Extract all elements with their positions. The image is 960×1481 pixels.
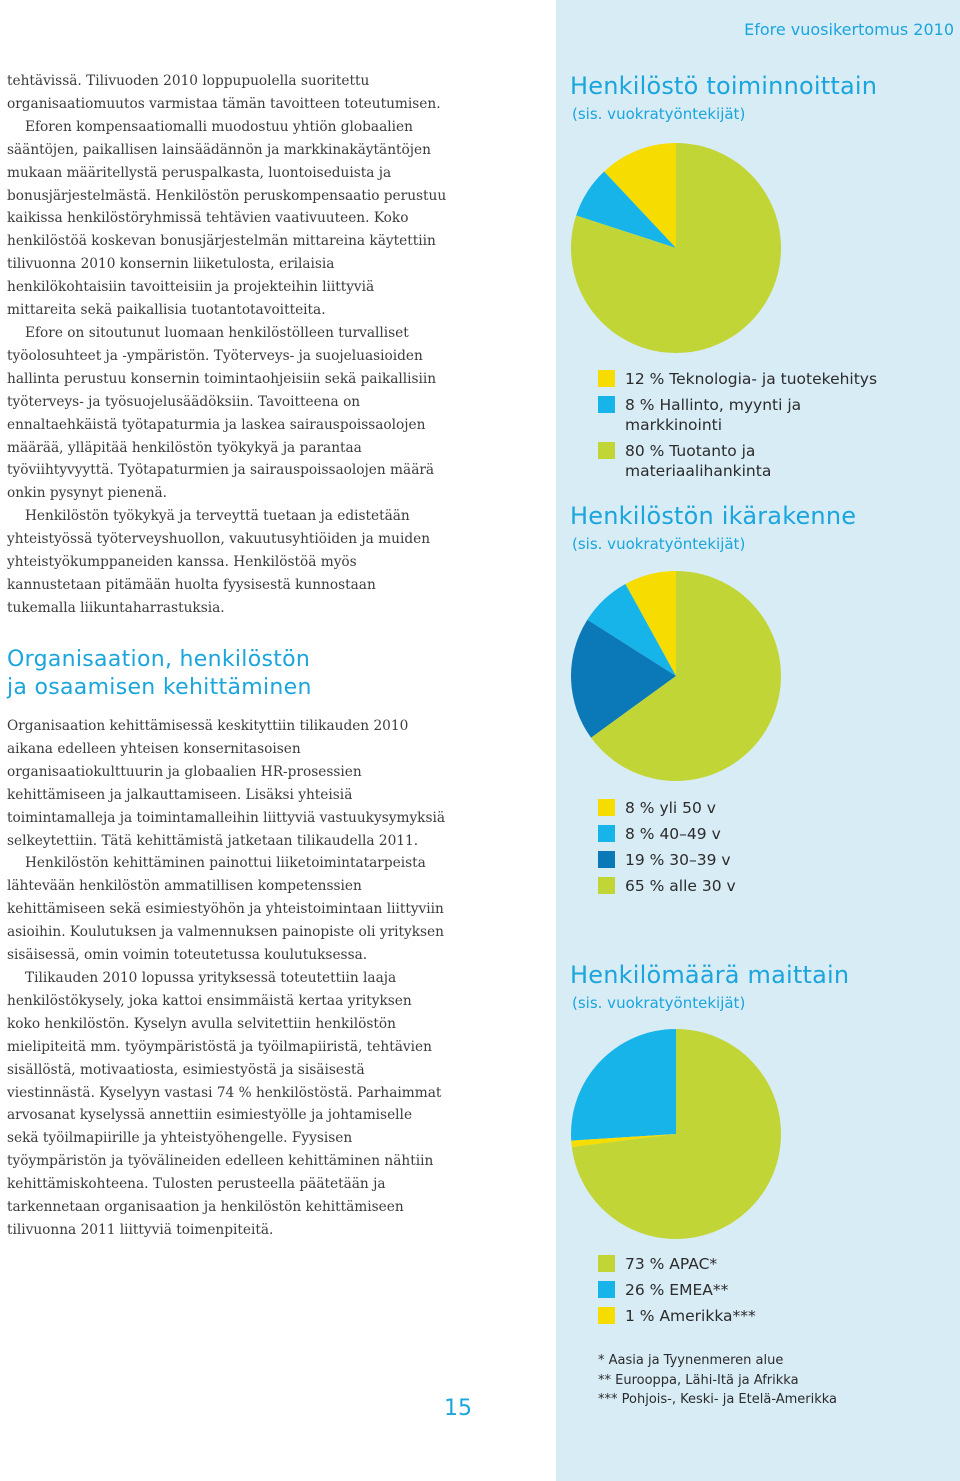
legend-label: 8 % Hallinto, myynti ja markkinointi [625,396,802,434]
legend-swatch [598,799,615,816]
legend-swatch [598,396,615,413]
legend-swatch [598,1281,615,1298]
chart-title: Henkilöstön ikärakenne [570,502,857,530]
legend-item [598,441,885,481]
legend-label: 8 % yli 50 v [625,799,716,817]
legend-item [598,1280,885,1300]
section-title [7,646,312,702]
legend-label: 8 % 40–49 v [625,825,721,843]
legend-swatch [598,877,615,894]
paragraph: Henkilöstön kehittäminen painottui liiketoimintatarpeista lähtevään henkilöstön ammatillisen kompetenssien kehittämiseen sekä esimiestyöhön ja yhteistoimintaan liittyviin asioihin. Koulutuksen ja valmennuksen painopiste oli yrityksen sisäisessä, omin voimin toteutetussa koulutuksessa. [7,855,444,964]
paragraph: Organisaation kehittämisessä keskityttiin tilikauden 2010 aikana edelleen yhteisen konsernitasoisen organisaatiokulttuurin ja globaalien HR-prosessien kehittämiseen ja jalkauttamiseen. Lisäksi yhteisiä toimintamalleja ja toimintamalleihin liittyviä vastuukysymyksiä selkeytettiin. Tätä kehittämistä jatketaan tilikaudella 2011. [7,718,446,849]
legend-swatch [598,825,615,842]
paragraph: Henkilöstön työkykyä ja terveyttä tuetaan ja edistetään yhteistyössä työterveyshuollon, vakuutusyhtiöiden ja muiden yhteistyökumppaneiden kanssa. Henkilöstöä myös kannustetaan pitämään huolta fyysisestä kunnostaan tukemalla liikuntaharrastuksia. [7,508,431,616]
legend-functions [598,369,885,487]
legend-item [598,1306,885,1326]
footnote: ** Eurooppa, Lähi-Itä ja Afrikka [598,1372,799,1388]
legend-countries [598,1254,885,1332]
legend-label: 12 % Teknologia- ja tuotekehitys [625,370,878,388]
chart-title: Henkilömäärä maittain [570,961,850,989]
legend-swatch [598,851,615,868]
legend-age [598,798,885,902]
legend-label: 65 % alle 30 v [625,877,736,895]
paragraph: Efore on sitoutunut luomaan henkilöstölleen turvalliset työolosuhteet ja -ympäristön. Työterveys- ja suojeluasioiden hallinta perustuu konsernin toimintaohjeisiin sekä paikallisiin työterveys- ja työsuojelusäädöksiin. Tavoitteena on ennaltaehkäistä työtapaturmia ja laskea sairauspoissaolojen määrää, ylläpitää henkilöstön työkykyä ja parantaa työviihtyvyyttä. Työtapaturmien ja sairauspoissaolojen määrä onkin pysynyt pienenä. [7,324,437,502]
legend-item [598,824,885,844]
legend-item [598,395,885,435]
body-text-section [7,715,447,1242]
chart-subtitle: (sis. vuokratyöntekijät) [572,535,746,553]
paragraph: tehtävissä. Tilivuoden 2010 loppupuolella suoritettu organisaatiomuutos varmistaa tämän tavoitteen toteutumisen. [7,73,441,112]
legend-swatch [598,1307,615,1324]
legend-label: 1 % Amerikka*** [625,1307,756,1325]
chart-title: Henkilöstö toiminnoittain [570,72,878,100]
footnote: * Aasia ja Tyynenmeren alue [598,1353,784,1368]
legend-label: 73 % APAC* [625,1255,718,1273]
section-title-line: Organisaation, henkilöstön [7,647,311,672]
pie-chart-age [566,566,786,786]
chart-subtitle: (sis. vuokratyöntekijät) [572,105,746,123]
legend-label: 26 % EMEA** [625,1281,729,1299]
legend-swatch [598,370,615,387]
chart-subtitle: (sis. vuokratyöntekijät) [572,994,746,1012]
legend-label: 80 % Tuotanto ja materiaalihankinta [625,442,772,480]
paragraph: Eforen kompensaatiomalli muodostuu yhtiön globaalien sääntöjen, paikallisen lainsäädännön ja markkinakäytäntöjen mukaan määritellystä peruspalkasta, luontoiseduista ja bonusjärjestelmästä. Henkilöstön peruskompensaatio perustuu kaikissa henkilöstöryhmissä tehtävien vaativuuteen. Koko henkilöstöä koskevan bonusjärjestelmän mittareina käytettiin tilivuonna 2010 konsernin liiketulosta, erilaisia henkilökohtaisiin tavoitteisiin ja projekteihin liittyviä mittareita sekä paikallisia tuotantotavoitteita. [7,118,447,319]
body-text-top [7,70,447,620]
page-number: 15 [444,1396,472,1421]
legend-item [598,850,885,870]
paragraph: Tilikauden 2010 lopussa yrityksessä toteutettiin laaja henkilöstökysely, joka kattoi ensimmäistä kertaa yrityksen koko henkilöstön. Kyselyn avulla selvitettiin henkilöstön mielipiteitä mm. työympäristöstä ja työilmapiiristä, tehtävien sisällöstä, motivaatiosta, esimiestyöstä ja sisäisestä viestinnästä. Kyselyyn vastasi 74 % henkilöstöstä. Parhaimmat arvosanat kyselyssä annettiin esimiestyölle ja johtamiselle sekä työilmapiirille ja yhteistyöhengelle. Fyysisen työympäristön ja työvälineiden edelleen kehittäminen nähtiin kehittämiskohteena. Tulosten perusteella päätetään ja tarkennetaan organisaation ja henkilöstön kehittämiseen tilivuonna 2011 liittyviä toimenpiteitä. [7,969,442,1238]
section-title-line: ja osaamisen kehittäminen [7,675,312,700]
legend-item [598,798,885,818]
legend-label: 19 % 30–39 v [625,851,731,869]
pie-chart-countries [566,1024,786,1244]
footnote: *** Pohjois-, Keski- ja Etelä-Amerikka [598,1392,838,1407]
legend-item [598,876,885,896]
legend-swatch [598,442,615,459]
legend-item [598,369,885,389]
footnotes [598,1351,837,1410]
running-head: Efore vuosikertomus 2010 [744,20,954,39]
legend-item [598,1254,885,1274]
legend-swatch [598,1255,615,1272]
pie-slice-emea [571,1029,676,1141]
pie-chart-functions [566,138,786,358]
